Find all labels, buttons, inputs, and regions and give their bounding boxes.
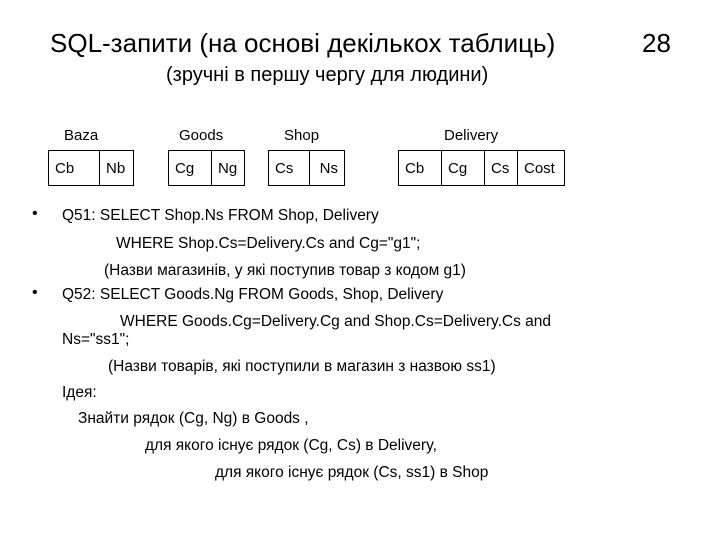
page-number: 28	[642, 28, 671, 58]
slide-title: SQL-запити (на основі декількох таблиць)	[50, 28, 556, 58]
q52-where-line: WHERE Goods.Cg=Delivery.Cg and Shop.Cs=Delivery.Cs and	[120, 313, 552, 330]
column-header: Cs	[485, 151, 518, 186]
idea-step-2: для якого існує рядок (Cg, Cs) в Delivery,	[145, 437, 437, 454]
column-header: Cg	[169, 151, 212, 186]
column-header: Cg	[442, 151, 485, 186]
schema-table-shop	[268, 150, 345, 186]
table-name-shop: Shop	[284, 127, 320, 144]
column-header: Nb	[100, 151, 134, 186]
column-header: Cb	[399, 151, 442, 186]
q51-where-line: WHERE Shop.Cs=Delivery.Cs and Cg="g1";	[116, 235, 421, 252]
column-header: Cs	[269, 151, 310, 186]
slide-subtitle: (зручні в першу чергу для людини)	[166, 64, 489, 86]
table-name-delivery: Delivery	[444, 127, 499, 144]
idea-step-3: для якого існує рядок (Cs, ss1) в Shop	[215, 464, 489, 481]
column-header: Ns	[309, 151, 344, 186]
column-header: Cost	[518, 151, 565, 186]
q52-note: (Назви товарів, які поступили в магазин з назвою ss1)	[108, 358, 496, 375]
table-name-baza: Baza	[64, 127, 99, 144]
idea-step-1: Знайти рядок (Cg, Ng) в Goods ,	[78, 410, 309, 427]
schema-table-goods	[168, 150, 245, 186]
bullet-icon: •	[32, 284, 38, 301]
schema-table-baza	[48, 150, 134, 186]
table-name-goods: Goods	[179, 127, 224, 144]
column-header: Ng	[212, 151, 245, 186]
q51-note: (Назви магазинів, у які поступив товар з кодом g1)	[104, 262, 466, 279]
bullet-icon: •	[32, 205, 38, 222]
schema-table-delivery	[398, 150, 565, 186]
idea-label: Ідея:	[62, 384, 97, 401]
q51-select-line: Q51: SELECT Shop.Ns FROM Shop, Delivery	[62, 207, 379, 224]
q52-select-line: Q52: SELECT Goods.Ng FROM Goods, Shop, Delivery	[62, 286, 444, 303]
q52-where-continuation: Ns="ss1";	[62, 331, 130, 348]
column-header: Cb	[49, 151, 100, 186]
